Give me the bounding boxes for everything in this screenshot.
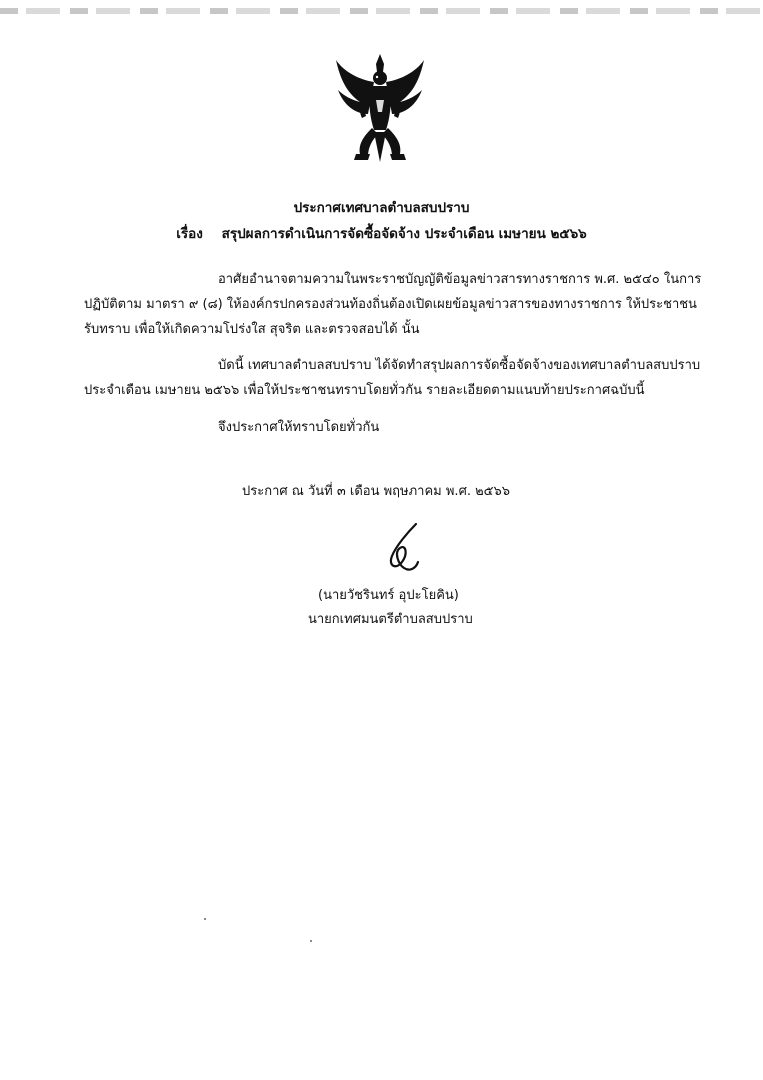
scan-edge-artifact [0, 8, 763, 14]
garuda-emblem [330, 52, 430, 164]
paragraph1-line2: ปฏิบัติตาม มาตรา ๙ (๘) ให้องค์กรปกครองส่วนท้องถิ่นต้องเปิดเผยข้อมูลข่าวสารของทางราชการ ให้ประชาชน [84, 297, 697, 312]
paragraph1-line1: อาศัยอำนาจตามความในพระราชบัญญัติข้อมูลข่าวสารทางราชการ พ.ศ. ๒๕๔๐ ในการ [218, 272, 702, 287]
announcement-subject [0, 222, 763, 244]
subject-text: สรุปผลการดำเนินการจัดซื้อจัดจ้าง ประจำเดือน เมษายน ๒๕๖๖ [221, 226, 587, 242]
signatory-name: (นายวัชรินทร์ อุปะโยคิน) [318, 588, 459, 603]
paragraph2-line1: บัดนี้ เทศบาลตำบลสบปราบ ได้จัดทำสรุปผลการจัดซื้อจัดจ้างของเทศบาลตำบลสบปราบ [218, 358, 701, 373]
scan-speck [310, 940, 312, 942]
announcement-title: ประกาศเทศบาลตำบลสบปราบ [293, 200, 470, 216]
paragraph1-line3: รับทราบ เพื่อให้เกิดความโปร่งใส สุจริต และตรวจสอบได้ นั้น [84, 322, 420, 337]
date-line: ประกาศ ณ วันที่ ๓ เดือน พฤษภาคม พ.ศ. ๒๕๖๖ [242, 484, 510, 499]
closing-line: จึงประกาศให้ทราบโดยทั่วกัน [218, 420, 380, 435]
subject-prefix: เรื่อง [176, 226, 203, 242]
handwritten-signature [378, 522, 428, 576]
signatory-position: นายกเทศมนตรีตำบลสบปราบ [308, 612, 473, 627]
scan-speck [204, 918, 206, 920]
paragraph2-line2: ประจำเดือน เมษายน ๒๕๖๖ เพื่อให้ประชาชนทราบโดยทั่วกัน รายละเอียดตามแนบท้ายประกาศฉบับนี้ [84, 383, 645, 398]
